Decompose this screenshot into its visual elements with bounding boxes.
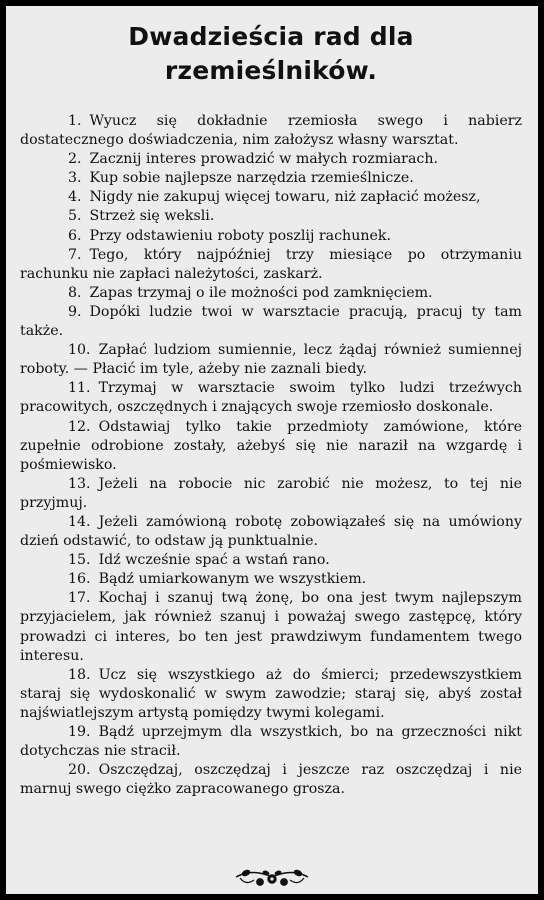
rule-number: 6. [68, 227, 82, 244]
rule-text: Zacznij interes prowadzić w małych rozmiarach. [89, 151, 439, 168]
rule-text: Oszczędzaj, oszczędzaj i jeszcze raz oszczędzaj i nie marnuj swego ciężko zapracowanego grosza. [20, 762, 522, 798]
rule-item [20, 207, 522, 226]
rule-item [20, 475, 522, 513]
rule-text: Trzymaj w warsztacie swoim tylko ludzi trzeźwych pracowitych, oszczędnych i znających swoje rzemiosło doskonale. [20, 380, 522, 416]
rule-item [20, 379, 522, 417]
rule-number: 13. [68, 475, 91, 492]
rule-text: Jeżeli zamówioną robotę zobowiązałeś się na umówiony dzień odstawić, to odstaw ją punktualnie. [20, 513, 522, 550]
rule-number: 16. [68, 571, 91, 588]
rule-item [20, 551, 522, 570]
rule-number: 19. [68, 724, 91, 740]
rule-text: Odstawiaj tylko takie przedmioty zamówione, które zupełnie odrobione zostały, ażebyś się nie naraził na wzgardę i pośmiewisko. [20, 418, 522, 473]
rule-text: Ucz się wszystkiego aż do śmierci; przedewszystkiem staraj się wydoskonalić w swym zawodzie; staraj się, abyś został najświatlejszym artystą pomiędzy twymi kolegami. [20, 666, 522, 721]
rule-text: Zapłać ludziom sumiennie, lecz żądaj również sumiennej roboty. — Płacić im tyle, ażeby nie zaznali biedy. [20, 342, 522, 378]
rule-number: 15. [68, 552, 91, 569]
rule-item [20, 723, 522, 761]
rule-text: Bądź uprzejmym dla wszystkich, bo na grzeczności nikt dotychczas nie stracił. [20, 724, 522, 760]
rule-item [20, 341, 522, 379]
rule-item [20, 188, 522, 207]
rule-text: Nigdy nie zakupuj więcej towaru, niż zapłacić możesz, [89, 189, 481, 206]
rule-number: 1. [68, 113, 82, 129]
rules-list [20, 112, 522, 799]
rule-text: Idź wcześnie spać a wstań rano. [98, 552, 330, 569]
rule-number: 3. [68, 170, 82, 187]
rule-item [20, 761, 522, 799]
rule-text: Kup sobie najlepsze narzędzia rzemieślnicze. [89, 170, 414, 187]
rule-number: 8. [68, 284, 82, 301]
rule-text: Jeżeli na robocie nic zarobić nie możesz, to tej nie przyjmuj. [20, 475, 522, 511]
rule-item [20, 666, 522, 723]
rule-text: Przy odstawieniu roboty poszlij rachunek. [89, 227, 391, 244]
document-page [6, 6, 538, 894]
rule-number: 7. [68, 246, 82, 263]
page-title: Dwadzieścia rad dla rzemieślników. [128, 22, 414, 85]
rule-number: 20. [68, 762, 91, 779]
rule-item [20, 303, 522, 341]
rule-number: 17. [68, 590, 91, 607]
rule-text: Kochaj i szanuj twą żonę, bo ona jest twym najlepszym przyjacielem, jak również szanuj i poważaj swego zastępcę, który prowadzi ci interes, bo ten jest prawdziwym fundamentem twego interesu. [20, 590, 522, 664]
rule-text: Strzeż się weksli. [89, 208, 215, 225]
rule-item [20, 589, 522, 665]
rule-number: 11. [68, 380, 91, 397]
rule-item [20, 227, 522, 246]
rule-text: Dopóki ludzie twoi w warsztacie pracują, pracuj ty tam także. [20, 303, 522, 340]
rule-number: 9. [68, 303, 82, 320]
rule-text: Zapas trzymaj o ile możności pod zamknięciem. [89, 284, 433, 301]
rule-text: Bądź umiarkowanym we wszystkiem. [98, 571, 367, 588]
floral-ornament-icon [232, 864, 312, 890]
rule-item [20, 418, 522, 475]
rule-item [20, 513, 522, 551]
rule-number: 14. [68, 513, 91, 530]
rule-text: Wyucz się dokładnie rzemiosła swego i nabierz dostatecznego doświadczenia, nim założysz własny warsztat. [20, 113, 522, 149]
rule-text: Tego, który najpóźniej trzy miesiące po otrzymaniu rachunku nie zapłaci należytości, zaskarż. [20, 246, 522, 282]
rule-number: 18. [68, 666, 91, 683]
rule-number: 4. [68, 189, 82, 206]
rule-item [20, 284, 522, 303]
rule-item [20, 112, 522, 150]
rule-number: 10. [68, 342, 91, 359]
rule-item [20, 570, 522, 589]
rule-number: 2. [68, 151, 82, 168]
rule-item [20, 150, 522, 169]
rule-number: 5. [68, 208, 82, 225]
rule-number: 12. [68, 418, 91, 435]
rule-item [20, 169, 522, 188]
rule-item [20, 246, 522, 284]
